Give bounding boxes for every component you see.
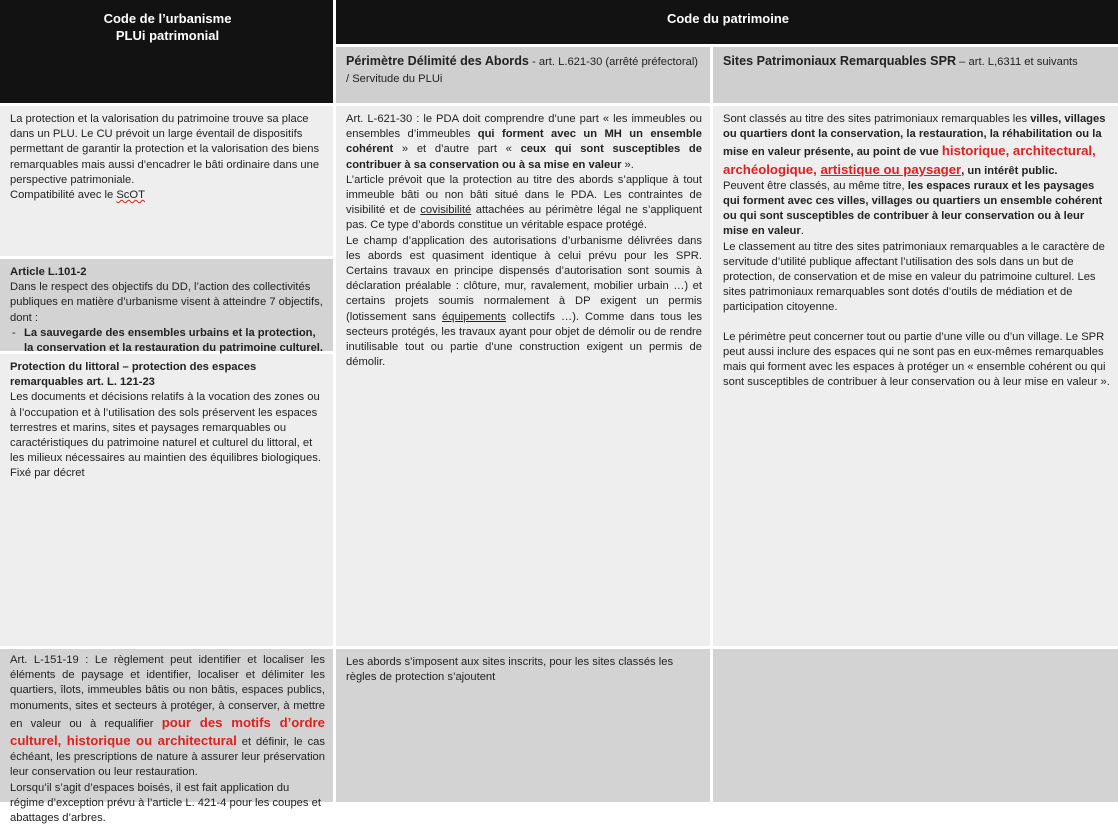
spr-title: Sites Patrimoniaux Remarquables SPR <box>723 54 957 68</box>
cell-article-l101-2 <box>0 259 333 355</box>
art151-woods: Lorsqu’il s’agit d’espaces boisés, il est fait application du régime d’exception prévu à l’article L. 421-4 pour les coupes et abattages d’arbres. <box>10 781 321 825</box>
littoral-title: Protection du littoral – protection des espaces remarquables art. L. 121-23 <box>10 361 257 389</box>
header-code-patrimoine: Code du patrimoine <box>336 0 1118 44</box>
cell-spr-empty <box>713 649 1118 802</box>
header-left-line2: PLUi patrimonial <box>115 28 220 43</box>
pda-paragraph-1: Art. L-621-30 : le PDA doit comprendre d’une part « les immeubles ou ensembles d’immeubles qui forment avec un MH un ensemble cohérent » et d’autre part « ceux qui sont susceptibles de contribuer à sa conservation ou à sa mise en valeur ». <box>346 113 702 171</box>
pda-title: Périmètre Délimité des Abords <box>346 54 529 68</box>
article-title: Article L.101-2 <box>10 266 87 278</box>
cell-art-l151-19 <box>0 649 333 825</box>
article-bullet: La sauvegarde des ensembles urbains et la protection, la conservation et la restauration du patrimoine culturel. <box>24 326 324 355</box>
cell-plu-intro <box>0 106 333 256</box>
subheader-pda <box>336 47 710 103</box>
scot-compat-prefix: Compatibilité avec le <box>10 189 117 202</box>
spr-paragraph-4: Le périmètre peut concerner tout ou partie d’une ville ou d’un village. Le SPR peut aussi inclure des espaces qui ne sont pas en eux-mêmes remarquables mais qui forment avec les espaces à protéger un « ensemble cohérent ou qui sont susceptibles de contribuer à leur conservation ou à leur mise en valeur ». <box>723 330 1110 389</box>
article-text: Dans le respect des objectifs du DD, l’action des collectivités publiques en matière d’urbanisme visent à atteindre 7 objectifs, dont : <box>10 281 323 324</box>
art151-text: Art. L-151-19 : Le règlement peut identifier et localiser les éléments de paysage et identifier, localiser et délimiter les quartiers, îlots, immeubles bâtis ou non bâtis, espaces publics, monuments, sites et secteurs à protéger, à conserver, à mettre en valeur ou à requalifier pour des motifs d’ordre culturel, historique ou architectural et définir, le cas échéant, les prescriptions de nature à assurer leur préservation leur conservation ou leur restauration. <box>10 654 326 779</box>
header-left-line1: Code de l’urbanisme <box>103 11 232 26</box>
scot-word: ScOT <box>116 189 145 202</box>
spr-paragraph-2: Peuvent être classés, au même titre, les espaces ruraux et les paysages qui forment avec ces villes, villages ou quartiers un ensemble cohérent ou qui sont susceptibles de contribuer à leur conservation ou à leur mise en valeur. <box>723 179 1103 238</box>
cell-protection-littoral <box>0 354 333 646</box>
pda-paragraph-2: L’article prévoit que la protection au titre des abords s’applique à tout immeuble bâti ou non bâti situé dans le PDA. Les contraintes de visibilité et de covisibilité attachées au périmètre légal ne s’appliquent pas. Ce type d’abords constitue un véritable espace protégé. <box>346 173 702 232</box>
plu-intro-text: La protection et la valorisation du patrimoine trouve sa place dans un PLU. Le CU prévoit un large éventail de dispositifs permettant de garantir la protection et la valorisation des biens remarquables mais aussi d’encadrer le bâti ordinaire dans une perspective patrimoniale. <box>10 113 320 186</box>
pda-paragraph-3: Le champ d’application des autorisations d’urbanisme délivrées dans les abords est quasiment identique à celui prévu pour les SPR. Certains travaux en principe dispensés d’autorisation sont soumis à déclaration préalable : clôture, mur, ravalement, mobilier urbain …) et certains projets soumis normalement à DP exigent un permis (lotissement sans équipements collectifs …). Comme dans tous les secteurs protégés, les travaux ayant pour objet de démolir ou de rendre inutilisable tout ou partie d’une construction exigent un permis de démolir. <box>346 234 703 369</box>
pda-suffix: - art. L.621-30 (arrêté préfectoral) / Servitude du PLUi <box>346 56 699 85</box>
cell-pda-description <box>336 106 710 646</box>
littoral-decree: Fixé par décret <box>10 467 85 480</box>
spr-paragraph-1: Sont classés au titre des sites patrimoniaux remarquables les villes, villages ou quartiers dont la conservation, la restauration, la réhabilitation ou la mise en valeur présente, au point de vue historique, architectural, archéologique, artistique ou paysager, un intérêt public. <box>723 113 1106 177</box>
cell-abords-sites: Les abords s’imposent aux sites inscrits, pour les sites classés les règles de protection s’ajoutent <box>336 649 710 802</box>
subheader-spr <box>713 47 1118 103</box>
cell-spr-description <box>713 106 1118 646</box>
scot-compat <box>10 188 325 203</box>
spr-suffix: – art. L,6311 et suivants <box>956 56 1078 68</box>
spr-paragraph-3: Le classement au titre des sites patrimoniaux remarquables a le caractère de servitude d’utilité publique affectant l’utilisation des sols dans un but de protection, de conservation et de mise en valeur du patrimoine culturel. Les sites patrimoniaux remarquables sont dotés d’outils de médiation et de participation citoyenne. <box>723 240 1105 314</box>
header-code-urbanisme <box>0 0 333 103</box>
littoral-text: Les documents et décisions relatifs à la vocation des zones ou à l’occupation et à l’utilisation des sols préservent les espaces terrestres et marins, sites et paysages remarquables ou caractéristiques du patrimoine naturel et culturel du littoral, et les milieux nécessaires au maintien des équilibres biologiques. <box>10 391 321 465</box>
article-bullet-list <box>10 326 325 356</box>
